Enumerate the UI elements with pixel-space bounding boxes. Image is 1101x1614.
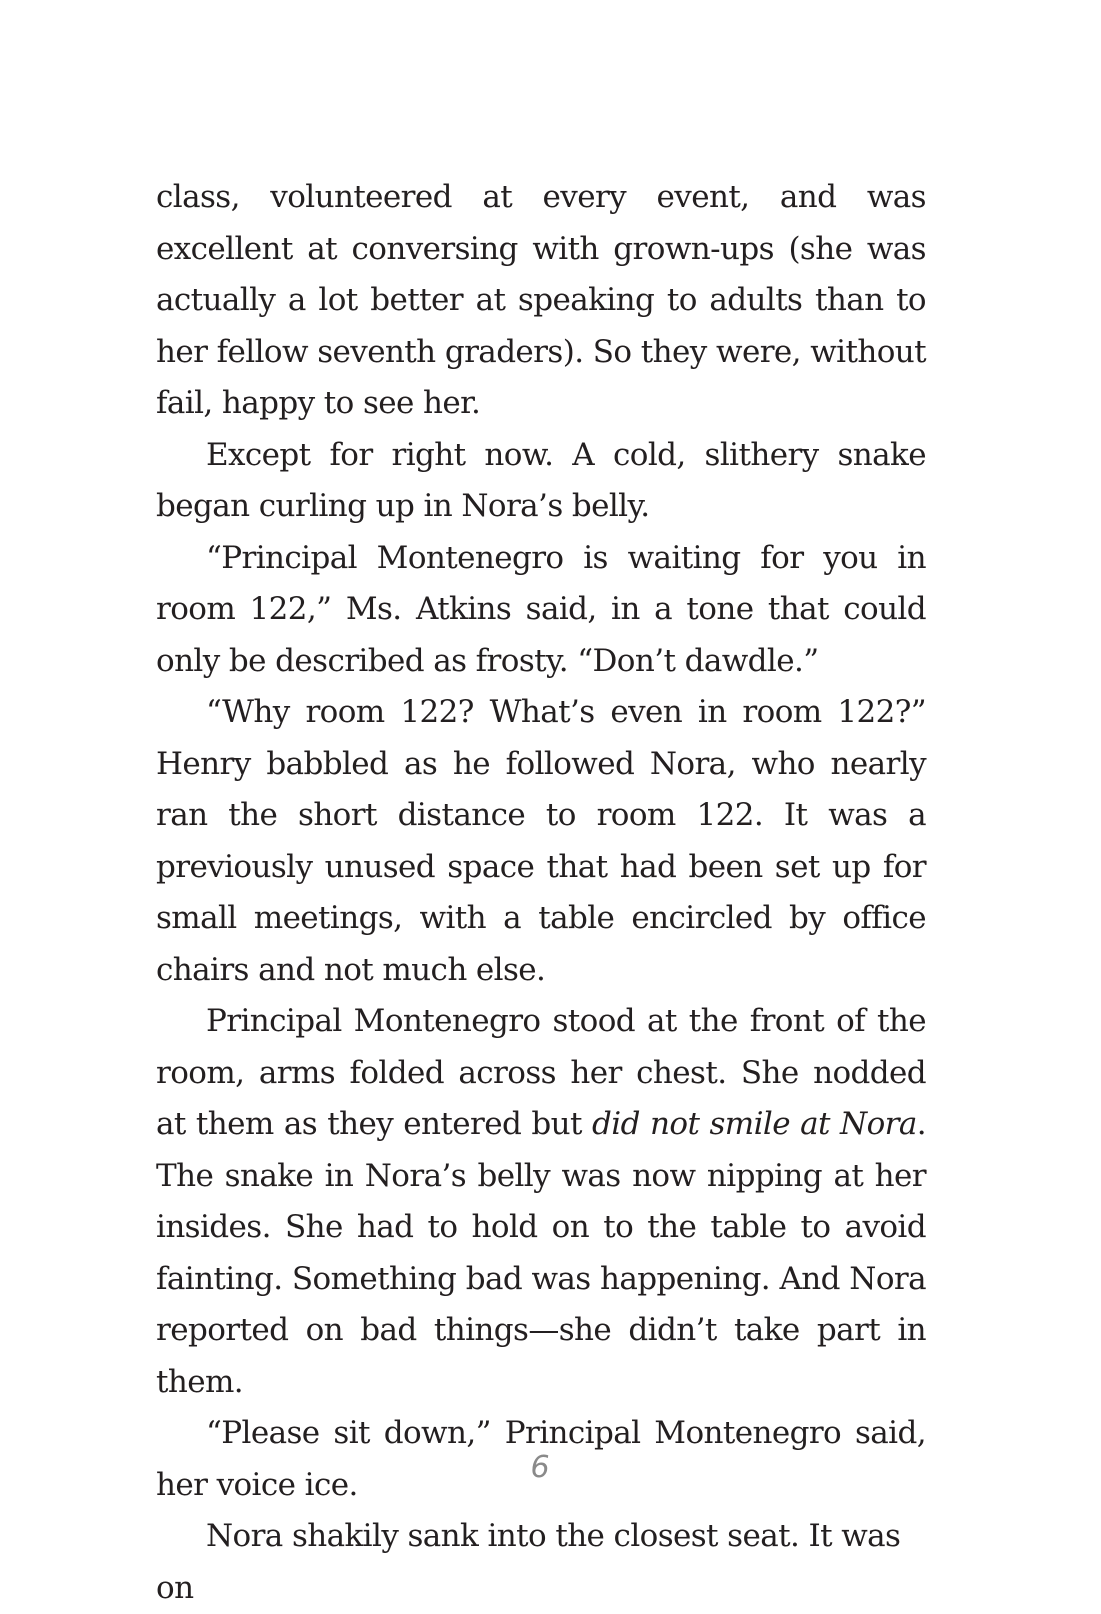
paragraph-text: . The snake in Nora’s belly was now nipping at her insides. She had to hold on to the table to avoid fainting. Something bad was happening. And Nora reported on bad things—she didn’t take part in them. [156,1106,926,1400]
paragraph [156,996,926,1408]
paragraph: Nora shakily sank into the closest seat. It was on [156,1518,901,1606]
paragraph: Except for right now. A cold, slithery snake began curling up in Nora’s belly. [156,436,926,524]
paragraph: class, volunteered at every event, and was excellent at conversing with grown-ups (she was actually a lot better at speaking to adults than to her fellow seventh graders). So they were, without fail, happy to see her. [156,179,926,421]
paragraph: “Why room 122? What’s even in room 122?” Henry babbled as he followed Nora, who nearly ran the short distance to room 122. It was a previously unused space that had been set up for small meetings, with a table encircled by office chairs and not much else. [156,694,926,988]
paragraph-text: Principal Montenegro stood at the front of the room, arms folded across her chest. She nodded at them as they entered but [156,1003,926,1142]
paragraph: “Principal Montenegro is waiting for you in room 122,” Ms. Atkins said, in a tone that could only be described as frosty. “Don’t dawdle.” [156,539,926,679]
body-text [156,172,926,1614]
paragraph: “Please sit down,” Principal Montenegro said, her voice ice. [156,1415,926,1503]
emphasized-text: did not smile at Nora [592,1106,917,1142]
page-number: 6 [530,1450,550,1485]
